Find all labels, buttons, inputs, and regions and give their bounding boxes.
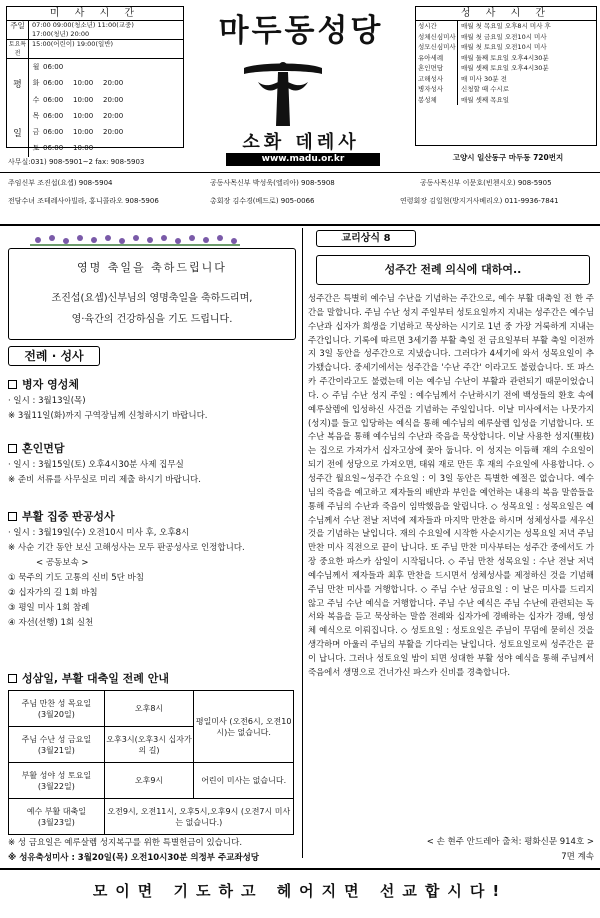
sacrament-schedule: 매월 첫 토요일 오전10시 미사 bbox=[461, 43, 547, 51]
weekday-time: 10:00 bbox=[73, 111, 94, 120]
sick-communion-section bbox=[8, 376, 298, 424]
weekday-side-char: 일 bbox=[13, 129, 22, 139]
section-heading bbox=[8, 440, 298, 456]
sacrament-row bbox=[416, 84, 596, 95]
sacrament-row bbox=[416, 74, 596, 85]
sacrament-row bbox=[416, 95, 596, 106]
section-line: ③ 평일 미사 1회 참례 bbox=[8, 603, 90, 613]
weekday-side-char: 평 bbox=[13, 80, 22, 90]
contact-associate-2: 공동사목신부 이문호(빈첸시오) 908-5905 bbox=[420, 179, 552, 187]
weekday-time: 06:00 bbox=[43, 128, 64, 137]
sacrament-row bbox=[416, 32, 596, 43]
sacrament-name: 성체신심미사 bbox=[416, 32, 458, 43]
weekday-row bbox=[29, 140, 183, 156]
table-cell bbox=[9, 727, 105, 763]
continued-note: 7면 계속 bbox=[561, 852, 594, 862]
weekday-row bbox=[29, 75, 183, 91]
table-row bbox=[9, 763, 294, 799]
table-cell: 어린이 미사는 없습니다. bbox=[194, 763, 294, 799]
mass-row-sunday-2 bbox=[7, 30, 183, 40]
cell-text: 주님 수난 성 금요일 bbox=[21, 734, 92, 744]
mass-times-box bbox=[6, 6, 184, 153]
footer-rule bbox=[0, 868, 600, 870]
table-cell: 오전9시, 오전11시, 오후5시,오후9시 (오전7시 미사는 없습니다.) bbox=[104, 799, 293, 835]
sacrament-name: 병자성사 bbox=[416, 84, 458, 95]
weekday-time: 20:00 bbox=[103, 128, 124, 137]
liturgy-section-tag: 전례 · 성사 bbox=[8, 346, 100, 366]
sacrament-row bbox=[416, 53, 596, 64]
table-row bbox=[9, 691, 294, 727]
weekday-time: 10:00 bbox=[73, 144, 94, 153]
church-url-link[interactable]: www.madu.or.kr bbox=[226, 153, 380, 166]
square-bullet-icon bbox=[8, 444, 17, 453]
greeting-line: 조진섭(요셉)신부님의 영명축일을 축하드리며, bbox=[51, 293, 253, 304]
mass-row-sunday bbox=[7, 21, 183, 30]
sacrament-name: 봉성체 bbox=[416, 95, 458, 106]
section-line: ※ 3월11일(화)까지 구역장님께 신청하시기 바랍니다. bbox=[8, 411, 208, 421]
weekday-time: 06:00 bbox=[43, 111, 64, 120]
weekday-label: 월 bbox=[32, 63, 40, 71]
cell-text: 부활 성야 성 토요일 bbox=[21, 770, 92, 780]
greeting-title: 영명 축일을 축하드립니다 bbox=[77, 261, 227, 274]
table-cell: 오후3시(오후3시 십자가의 길) bbox=[104, 727, 194, 763]
greeting-line: 영·육간의 건강하심을 기도 드립니다. bbox=[71, 314, 233, 325]
table-cell bbox=[9, 763, 105, 799]
sacrament-name: 유아세례 bbox=[416, 53, 458, 64]
sacrament-schedule: 매 미사 30분 전 bbox=[461, 74, 507, 83]
weekday-masses bbox=[7, 59, 183, 157]
sacrament-row bbox=[416, 63, 596, 74]
weekday-label: 화 bbox=[32, 79, 40, 88]
weekday-time bbox=[73, 59, 103, 75]
weekday-time bbox=[103, 140, 133, 156]
weekday-label: 목 bbox=[32, 111, 40, 120]
mass-row-label: 주일 bbox=[7, 21, 29, 30]
contact-council-president: 총회장 김수경(베드로) 905-0066 bbox=[210, 197, 315, 205]
liturgy-note: ※ 성유축성미사 : 3월20일(목) 오전10시30분 의정부 주교좌성당 bbox=[8, 853, 260, 863]
table-row bbox=[9, 799, 294, 835]
weekday-row bbox=[29, 92, 183, 108]
weekday-label: 수 bbox=[32, 95, 40, 104]
weekday-time: 20:00 bbox=[103, 79, 124, 88]
flower-border-icon bbox=[30, 232, 240, 248]
table-cell bbox=[9, 691, 105, 727]
patron-saint: 소화 데레사 bbox=[242, 132, 360, 153]
table-cell bbox=[9, 799, 105, 835]
header-bottom-rule bbox=[0, 224, 600, 226]
weekday-row bbox=[29, 108, 183, 124]
weekday-time: 20:00 bbox=[103, 111, 124, 120]
easter-confession-section bbox=[8, 508, 298, 631]
contact-funeral-society: 연령회장 김일현(방지거사베리오) 011-9936-7841 bbox=[400, 197, 559, 205]
section-line: < 공동보속 > bbox=[36, 558, 89, 568]
sacrament-schedule: 신청할 때 수시로 bbox=[461, 85, 510, 93]
mass-row-saturday bbox=[7, 40, 183, 59]
section-line: ② 십자가의 길 1회 바침 bbox=[8, 588, 98, 598]
sacrament-times-box bbox=[415, 6, 597, 146]
cross-logo-icon bbox=[238, 54, 328, 132]
sacrament-name: 성모신심미사 bbox=[416, 42, 458, 53]
square-bullet-icon bbox=[8, 674, 17, 683]
weekday-row bbox=[29, 59, 183, 75]
weekday-time: 06:00 bbox=[43, 144, 64, 153]
footer-slogan: 모이면 기도하고 헤어지면 선교합시다! bbox=[92, 882, 508, 900]
section-heading bbox=[8, 508, 298, 524]
cell-text: (3월20일) bbox=[37, 709, 75, 719]
weekday-rows bbox=[29, 59, 183, 157]
sacrament-schedule: 매월 둘째 토요일 오후4시30분 bbox=[461, 53, 549, 62]
table-cell: 오후8시 bbox=[104, 691, 194, 727]
liturgy-note: ※ 성 금요일은 예루살렘 성지복구를 위한 특별헌금이 있습니다. bbox=[8, 838, 243, 848]
mass-row-label: 토요특전 bbox=[7, 40, 29, 58]
weekday-row bbox=[29, 124, 183, 140]
weekday-time: 10:00 bbox=[73, 79, 94, 88]
section-heading-text: 혼인면담 bbox=[22, 442, 65, 455]
cell-text: (3월21일) bbox=[37, 745, 75, 755]
sacrament-row bbox=[416, 21, 596, 32]
sacrament-name: 혼인면담 bbox=[416, 63, 458, 74]
church-address: 고양시 일산동구 마두동 720번지 bbox=[452, 153, 564, 162]
sacrament-rows bbox=[416, 21, 596, 105]
doctrine-title: 성주간 전례 의식에 대하여.. bbox=[316, 255, 590, 285]
contact-pastor: 주임신부 조진섭(요셉) 908-5904 bbox=[8, 179, 113, 187]
sacrament-schedule: 매월 셋째 토요일 오후4시30분 bbox=[461, 64, 549, 72]
sacrament-name: 성시간 bbox=[416, 21, 458, 32]
sacrament-times-title: 성 사 시 간 bbox=[416, 7, 596, 21]
sacrament-name: 고해성사 bbox=[416, 74, 458, 85]
doctrine-source: < 손 현주 안드레아 출처: 평화신문 914호 > bbox=[426, 837, 594, 847]
weekday-label: 금 bbox=[32, 128, 40, 137]
section-heading-text: 부활 집중 판공성사 bbox=[22, 510, 115, 523]
weekday-label: 토 bbox=[32, 144, 40, 153]
weekday-time: 10:00 bbox=[73, 95, 94, 104]
mass-times-title: 미 사 시 간 bbox=[7, 7, 183, 21]
contact-associate-1: 공동사목신부 박성욱(엘리아) 908-5908 bbox=[210, 179, 335, 187]
wedding-interview-section bbox=[8, 440, 298, 488]
mass-row-times: 07:00 09:00(청소년) 11:00(교중) bbox=[32, 21, 134, 29]
section-line: ① 묵주의 기도 고통의 신비 5단 바침 bbox=[8, 573, 144, 583]
sacrament-row bbox=[416, 42, 596, 53]
cell-text: 주님 만찬 성 목요일 bbox=[21, 698, 92, 708]
section-line: · 일시 : 3월15일(토) 오후4시30분 사제 집무실 bbox=[8, 460, 184, 470]
cell-text: 예수 부활 대축일 bbox=[26, 806, 86, 816]
section-line: ※ 준비 서류를 사무실로 미리 제출 하시기 바랍니다. bbox=[8, 475, 201, 485]
weekday-time: 10:00 bbox=[73, 128, 94, 137]
doctrine-tag: 교리상식 8 bbox=[316, 230, 416, 247]
sacrament-schedule: 매월 첫 목요일 오후8시 미사 후 bbox=[461, 22, 551, 30]
mass-row-label bbox=[7, 30, 29, 39]
weekday-side-label bbox=[7, 59, 29, 157]
weekday-time: 20:00 bbox=[103, 95, 124, 104]
section-line: ※ 사순 기간 동안 보신 고해성사는 모두 판공성사로 인정합니다. bbox=[8, 543, 245, 553]
contact-sisters: 전담수녀 조테레사아빌라, 홍니콜라오 908-5906 bbox=[8, 197, 159, 205]
mass-row-times: 17:00(청년) 20:00 bbox=[32, 30, 90, 38]
section-heading bbox=[8, 376, 298, 392]
doctrine-body: 성주간은 특별히 예수님 수난을 기념하는 주간으로, 예수 부활 대축일 전 한 주간을 말합니다. 주님 수난 성지 주일부터 성토요일까지 지내는 성주간은 예수님 수난과 십자가 희생을 기념하고 묵상하는 시기로 1년 중 가장 거룩하게 지내는 주간입니다. 기록에 따르면 3세기쯤 부활 축일 전 금요일부터 부활 축일 이전까지 3일 동안을 성주간으로 지냈습니다. 그러다가 4세기에 와서 성목요일이 추가됐습니다. 중세기에서는 성주간을 '수난 주간' 이라고도 불렀습니다. 또 파스카 주간이라고도 불렸는데 이는 예수님 수난이 부활과 관련되기 때문이었습니다. ◇ 주님 수난 성지 주일 : 예수님께서 수난하시기 전에 백성들의 환호 속에 예루살렘에 입성하신 사건을 기념하는 주일입니다. 이날 미사에서는 나뭇가지(성지)를 들고 입당하는 예식을 통해 예수님의 예루살렘 입성을 기념합니다. 또 수난 복음을 통해 예수님의 수난과 죽음을 묵상합니다. 이날 사용한 성지(聖枝)는 집으로 가져가서 십자고상에 꽂아 둡니다. 이 성지는 이듬해 재의 수요일이 되기 전에 성당으로 가져오면, 태워 재로 만든 후 재의 수요일에 사용합니다. ◇ 성주간 월요일~성주간 수요일 : 이 3일 동안은 특별한 예절은 없습니다. 예수님의 죽음을 예고하고 제자들의 배반과 부인을 예언하는 내용의 복음 말씀들을 통해 주님의 수난과 죽음이 임박했음을 알립니다. ◇ 성목요일 : 성목요일은 예수님께서 수난 전날 저녁에 제자들과 마지막 만찬을 하시며 성체성사를 세우신 것을 기념하는 날입니다. 재의 수요일에 시작한 사순시기는 성목요일 저녁 주님 만찬 미사 직전으로 끝이 납니다. 또 주님 만찬 미사부터는 성주간 중에서도 가장 중요한 파스카 삼일이 시작됩니다. ◇ 주님 만찬 성목요일 : 수난 전날 저녁 예수님께서 제자들과 최후 만찬을 드시면서 성체성사를 제정하신 것을 기념해 주님 만찬 미사를 거행합니다. ◇ 주님 수난 성금요일 : 이 날은 미사를 드리지 않고 주님 수난 예식을 거행합니다. 주님 수난 예식은 주님 수난에 관련되는 독서와 복음을 듣고 묵상하는 말씀 전례와 십자가에 경배하는 십자가 경배, 영성체 예식으로 이뤄집니다. ◇ 성토요일 : 성토요일은 주님이 무덤에 묻히신 것을 생각하며 아울러 주님의 부활을 기다리는 날입니다. 성토요일로써 성주간은 끝이 납니다. 그러나 성토요일 밤이 되면 성대한 부활 성야 예식을 통해 주님께서 죽음에서 생명으로 건너가신 파스카 신비를 경축합니다. bbox=[308, 293, 594, 677]
feast-greeting-box bbox=[8, 248, 296, 340]
table-cell: 평일미사 (오전6시, 오전10시)는 없습니다. bbox=[194, 691, 294, 763]
sacrament-schedule: 매월 셋째 목요일 bbox=[461, 95, 510, 104]
weekday-time: 06:00 bbox=[43, 95, 64, 104]
column-divider bbox=[302, 228, 303, 858]
weekday-time bbox=[103, 59, 133, 75]
section-heading-text: 성삼일, 부활 대축일 전례 안내 bbox=[22, 672, 170, 685]
square-bullet-icon bbox=[8, 380, 17, 389]
section-heading-text: 병자 영성체 bbox=[22, 378, 79, 391]
holy-week-table bbox=[8, 690, 294, 835]
weekday-time: 06:00 bbox=[43, 63, 64, 71]
sacrament-schedule: 매월 첫 금요일 오전10시 미사 bbox=[461, 32, 547, 41]
cell-text: (3월22일) bbox=[37, 781, 75, 791]
header-divider bbox=[0, 172, 600, 173]
section-line: ④ 자선(선행) 1회 실천 bbox=[8, 618, 94, 628]
table-cell: 오후9시 bbox=[104, 763, 194, 799]
office-contact: 사무실:031) 908-5901~2 fax: 908-5903 bbox=[8, 158, 145, 166]
section-heading bbox=[8, 670, 169, 686]
square-bullet-icon bbox=[8, 512, 17, 521]
section-line: · 일시 : 3월13일(목) bbox=[8, 396, 86, 406]
weekday-time: 06:00 bbox=[43, 79, 64, 88]
mass-row-times: 15:00(어린이) 19:00(일반) bbox=[32, 40, 114, 48]
cell-text: (3월23일) bbox=[37, 817, 75, 827]
church-name: 마두동성당 bbox=[218, 13, 384, 49]
section-line: · 일시 : 3월19일(수) 오전10시 미사 후, 오후8시 bbox=[8, 528, 190, 538]
